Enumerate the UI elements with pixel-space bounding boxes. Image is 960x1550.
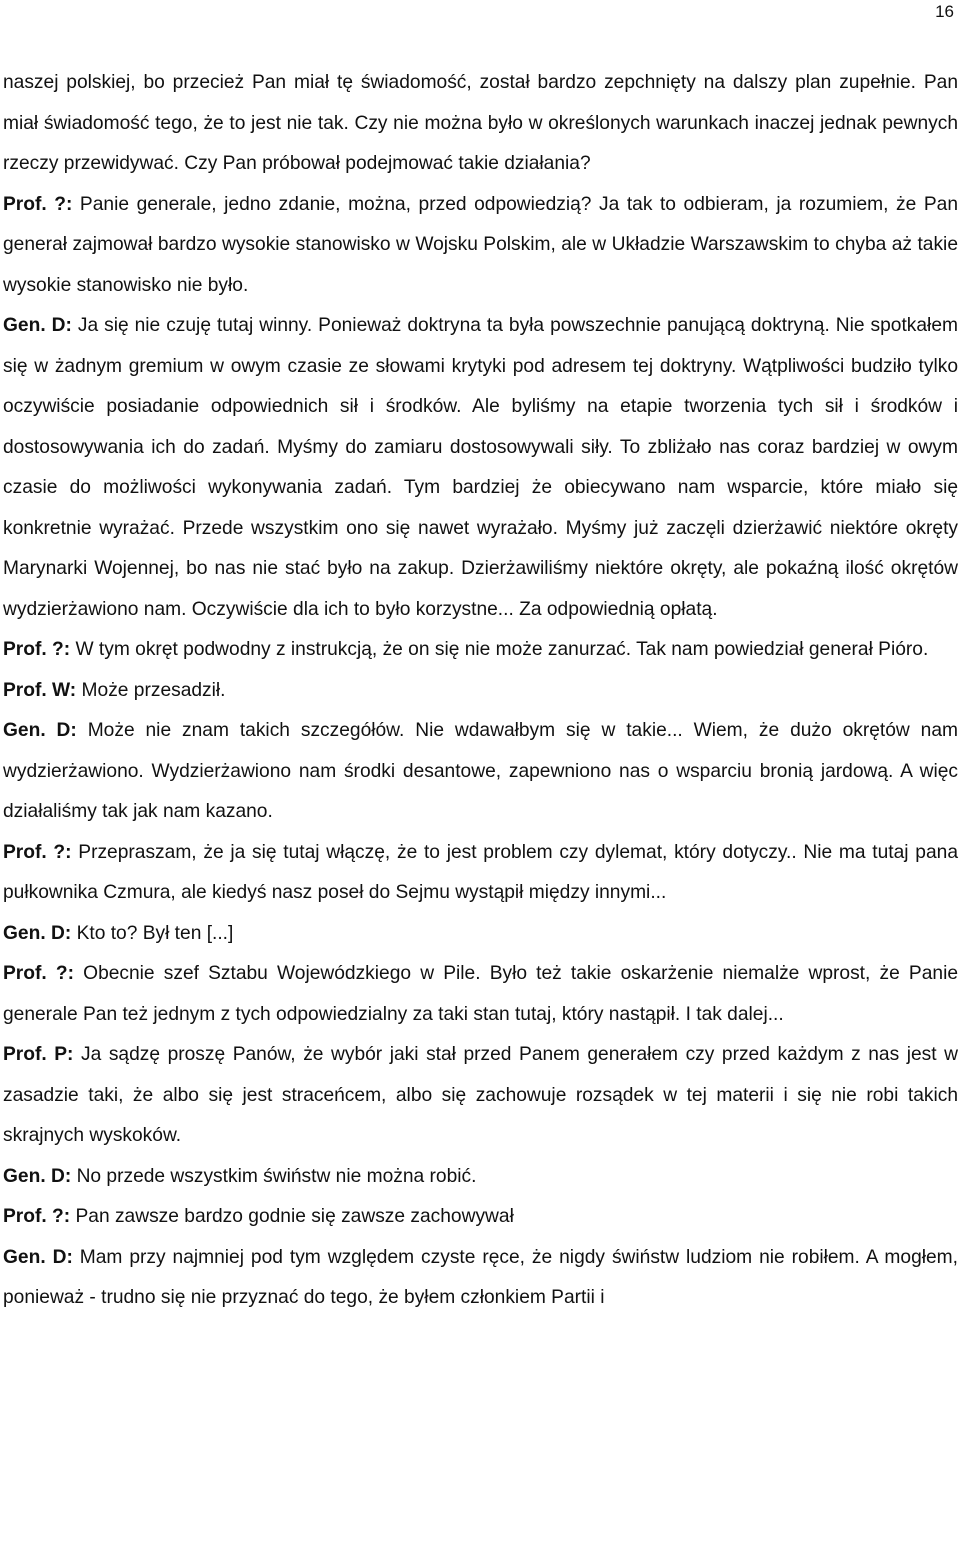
paragraph-prof-remark — [3, 1197, 958, 1238]
paragraph-gen-answer — [3, 914, 958, 955]
paragraph-text: Przepraszam, że ja się tutaj włączę, że to jest problem czy dylemat, który dotyczy.. Nie ma tutaj pana pułkownika Czmura, ale kiedyś nasz poseł do Sejmu wystąpił między innymi... — [3, 841, 958, 903]
paragraph-gen-answer — [3, 711, 958, 833]
paragraph-text: naszej polskiej, bo przecież Pan miał tę świadomość, został bardzo zepchnięty na dalszy plan zupełnie. Pan miał świadomość tego, że to jest nie tak. Czy nie można było w określonych warunkach inaczej jednak pewnych rzeczy przewidywać. Czy Pan próbował podejmować takie działania? — [3, 72, 958, 174]
paragraph-text: Kto to? Był ten [...] — [71, 922, 234, 944]
speaker-label: Prof. ?: — [3, 639, 71, 660]
speaker-label: Gen. D: — [3, 315, 72, 336]
speaker-label: Prof. ?: — [3, 963, 74, 984]
paragraph-prof-question — [3, 185, 958, 307]
speaker-label: Prof. ?: — [3, 841, 72, 863]
paragraph-gen-answer — [3, 1157, 958, 1198]
paragraph-text: Ja sądzę proszę Panów, że wybór jaki stał przed Panem generałem czy przed każdym z nas jest w zasadzie taki, że albo się jest straceńcem, albo się zachowuje rozsądek w tej materii i się nie robi takich skrajnych wyskoków. — [3, 1044, 958, 1146]
paragraph-text: W tym okręt podwodny z instrukcją, że on się nie może zanurzać. Tak nam powiedział generał Pióro. — [70, 639, 929, 660]
paragraph-continuation — [3, 63, 958, 185]
speaker-label: Prof. P: — [3, 1044, 74, 1065]
paragraph-text: Może nie znam takich szczegółów. Nie wdawałbym się w takie... Wiem, że dużo okrętów nam wydzierżawiono. Wydzierżawiono nam środki desantowe, zapewniono nas o wsparciu bronią jardową. A więc działaliśmy tak jak nam kazano. — [3, 720, 958, 822]
transcript-body — [3, 63, 958, 1319]
paragraph-text: Może przesadził. — [76, 679, 226, 701]
paragraph-text: Obecnie szef Sztabu Wojewódzkiego w Pile. Było też takie oskarżenie niemalże wprost, że Panie generale Pan też jednym z tych odpowiedzialny za taki stan tutaj, który nastąpił. I tak dalej... — [3, 963, 958, 1025]
paragraph-prof-p — [3, 1035, 958, 1157]
speaker-label: Gen. D: — [3, 1246, 73, 1268]
speaker-label: Prof. ?: — [3, 1206, 71, 1227]
paragraph-text: Pan zawsze bardzo godnie się zawsze zachowywał — [70, 1206, 514, 1227]
speaker-label: Prof. W: — [3, 679, 77, 701]
paragraph-gen-answer — [3, 1238, 958, 1319]
speaker-label: Gen. D: — [3, 1165, 72, 1187]
page-number: 16 — [935, 2, 954, 21]
paragraph-text: Ja się nie czuję tutaj winny. Ponieważ doktryna ta była powszechnie panującą doktryną. Nie spotkałem się w żadnym gremium w owym czasie ze słowami krytyki pod adresem tej doktryny. Wątpliwości budziło tylko oczywiście posiadanie odpowiednich sił i środków. Ale byliśmy na etapie tworzenia tych sił i środków i dostosowywania ich do zadań. Myśmy do zamiaru dostosowywali siły. To zbliżało nas coraz bardziej w owym czasie do możliwości wykonywania zadań. Tym bardziej że obiecywano nam wsparcie, które miało się konkretnie wyrażać. Przede wszystkim ono się nawet wyrażało. Myśmy już zaczęli dzierżawić niektóre okręty Marynarki Wojennej, bo nas nie stać było na zakup. Dzierżawiliśmy niektóre okręty, ale pokaźną ilość okrętów wydzierżawiono nam. Oczywiście dla ich to było korzystne... Za odpowiednią opłatą. — [3, 315, 958, 620]
paragraph-prof-remark — [3, 630, 958, 671]
paragraph-prof-remark — [3, 954, 958, 1035]
paragraph-prof-w — [3, 671, 958, 712]
paragraph-text: No przede wszystkim świństw nie można robić. — [71, 1165, 477, 1187]
speaker-label: Prof. ?: — [3, 193, 73, 215]
paragraph-prof-question — [3, 833, 958, 914]
paragraph-gen-answer — [3, 306, 958, 630]
paragraph-text: Panie generale, jedno zdanie, można, przed odpowiedzią? Ja tak to odbieram, ja rozumiem, że Pan generał zajmował bardzo wysokie stanowisko w Wojsku Polskim, ale w Układzie Warszawskim to chyba aż takie wysokie stanowisko nie było. — [3, 193, 958, 296]
paragraph-text: Mam przy najmniej pod tym względem czyste ręce, że nigdy świństw ludziom nie robiłem. A mogłem, ponieważ - trudno się nie przyznać do tego, że byłem członkiem Partii i — [3, 1246, 958, 1308]
speaker-label: Gen. D: — [3, 720, 77, 741]
speaker-label: Gen. D: — [3, 922, 72, 944]
